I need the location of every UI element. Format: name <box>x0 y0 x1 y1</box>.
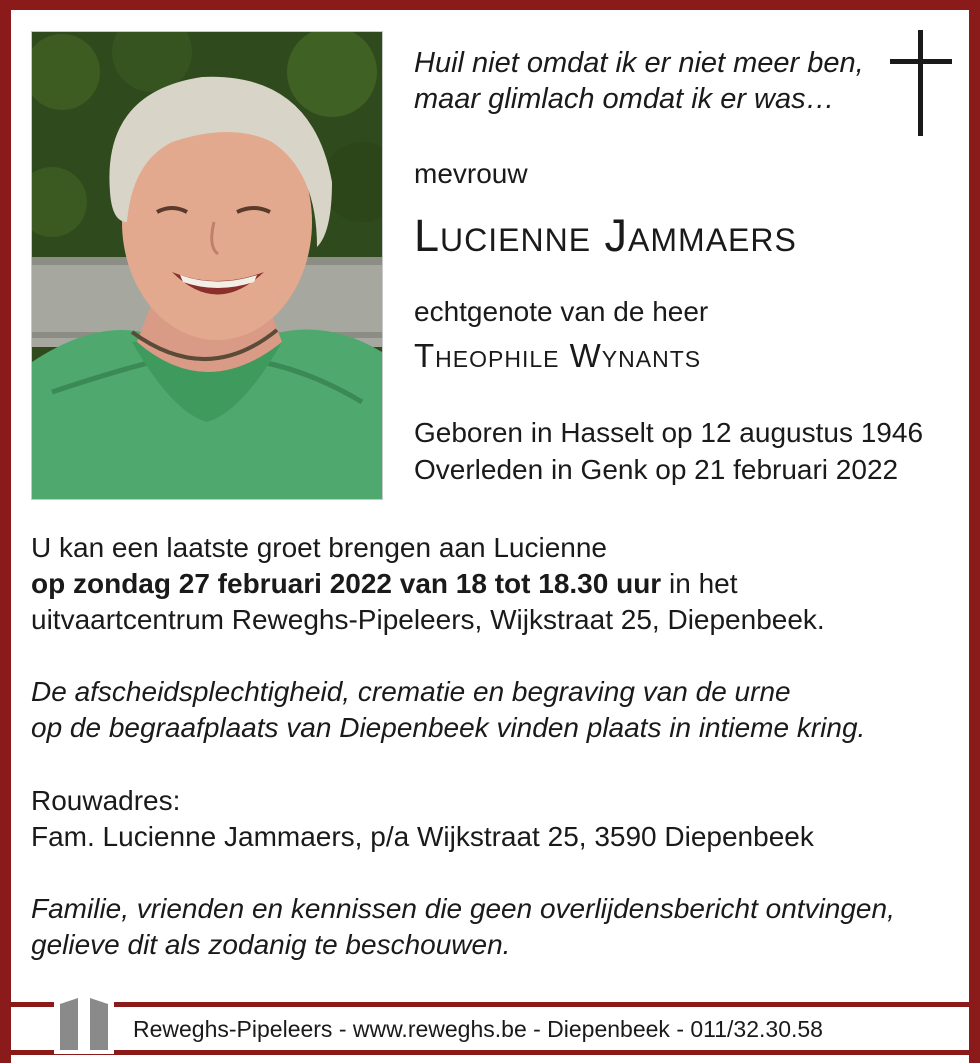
visitation-line-2 <box>31 566 825 602</box>
mourning-address <box>31 783 814 855</box>
family-notice <box>31 891 895 963</box>
ceremony-info <box>31 674 865 746</box>
address-label: Rouwadres: <box>31 785 181 816</box>
ceremony-line-2: op de begraafplaats van Diepenbeek vinden plaats in intieme kring. <box>31 712 866 743</box>
spouse-name: Theophile Wynants <box>414 337 702 374</box>
address-value: Fam. Lucienne Jammaers, p/a Wijkstraat 25, 3590 Diepenbeek <box>31 821 814 852</box>
portrait-photo <box>31 31 383 500</box>
visitation-line-2-suffix: in het <box>661 568 738 599</box>
funeral-home-logo-icon <box>54 994 114 1054</box>
visitation-line-1: U kan een laatste groet brengen aan Lucienne <box>31 532 607 563</box>
visitation-info <box>31 530 825 638</box>
notice-line-1: Familie, vrienden en kennissen die geen overlijdensbericht ontvingen, <box>31 893 895 924</box>
birth-line: Geboren in Hasselt op 12 augustus 1946 <box>414 417 924 448</box>
footer-rule-top <box>11 1002 969 1007</box>
deceased-name: Lucienne Jammaers <box>414 210 797 261</box>
death-line: Overleden in Genk op 21 februari 2022 <box>414 454 899 485</box>
visitation-datetime: op zondag 27 februari 2022 van 18 tot 18.30 uur <box>31 568 662 599</box>
visitation-line-3: uitvaartcentrum Reweghs-Pipeleers, Wijkstraat 25, Diepenbeek. <box>31 604 825 635</box>
cross-icon <box>890 30 952 136</box>
notice-line-2: gelieve dit als zodanig te beschouwen. <box>31 929 511 960</box>
footer-contact: Reweghs-Pipeleers - www.reweghs.be - Diepenbeek - 011/32.30.58 <box>133 1016 823 1042</box>
quote-line-2: maar glimlach omdat ik er was… <box>414 83 835 115</box>
quote-line-1: Huil niet omdat ik er niet meer ben, <box>414 47 864 79</box>
footer <box>0 994 980 1063</box>
footer-rule-bottom <box>11 1050 969 1055</box>
life-dates <box>414 414 923 488</box>
title-prefix: mevrouw <box>414 158 528 189</box>
memorial-quote <box>414 45 864 117</box>
spouse-prefix: echtgenote van de heer <box>414 296 709 327</box>
ceremony-line-1: De afscheidsplechtigheid, crematie en begraving van de urne <box>31 676 791 707</box>
